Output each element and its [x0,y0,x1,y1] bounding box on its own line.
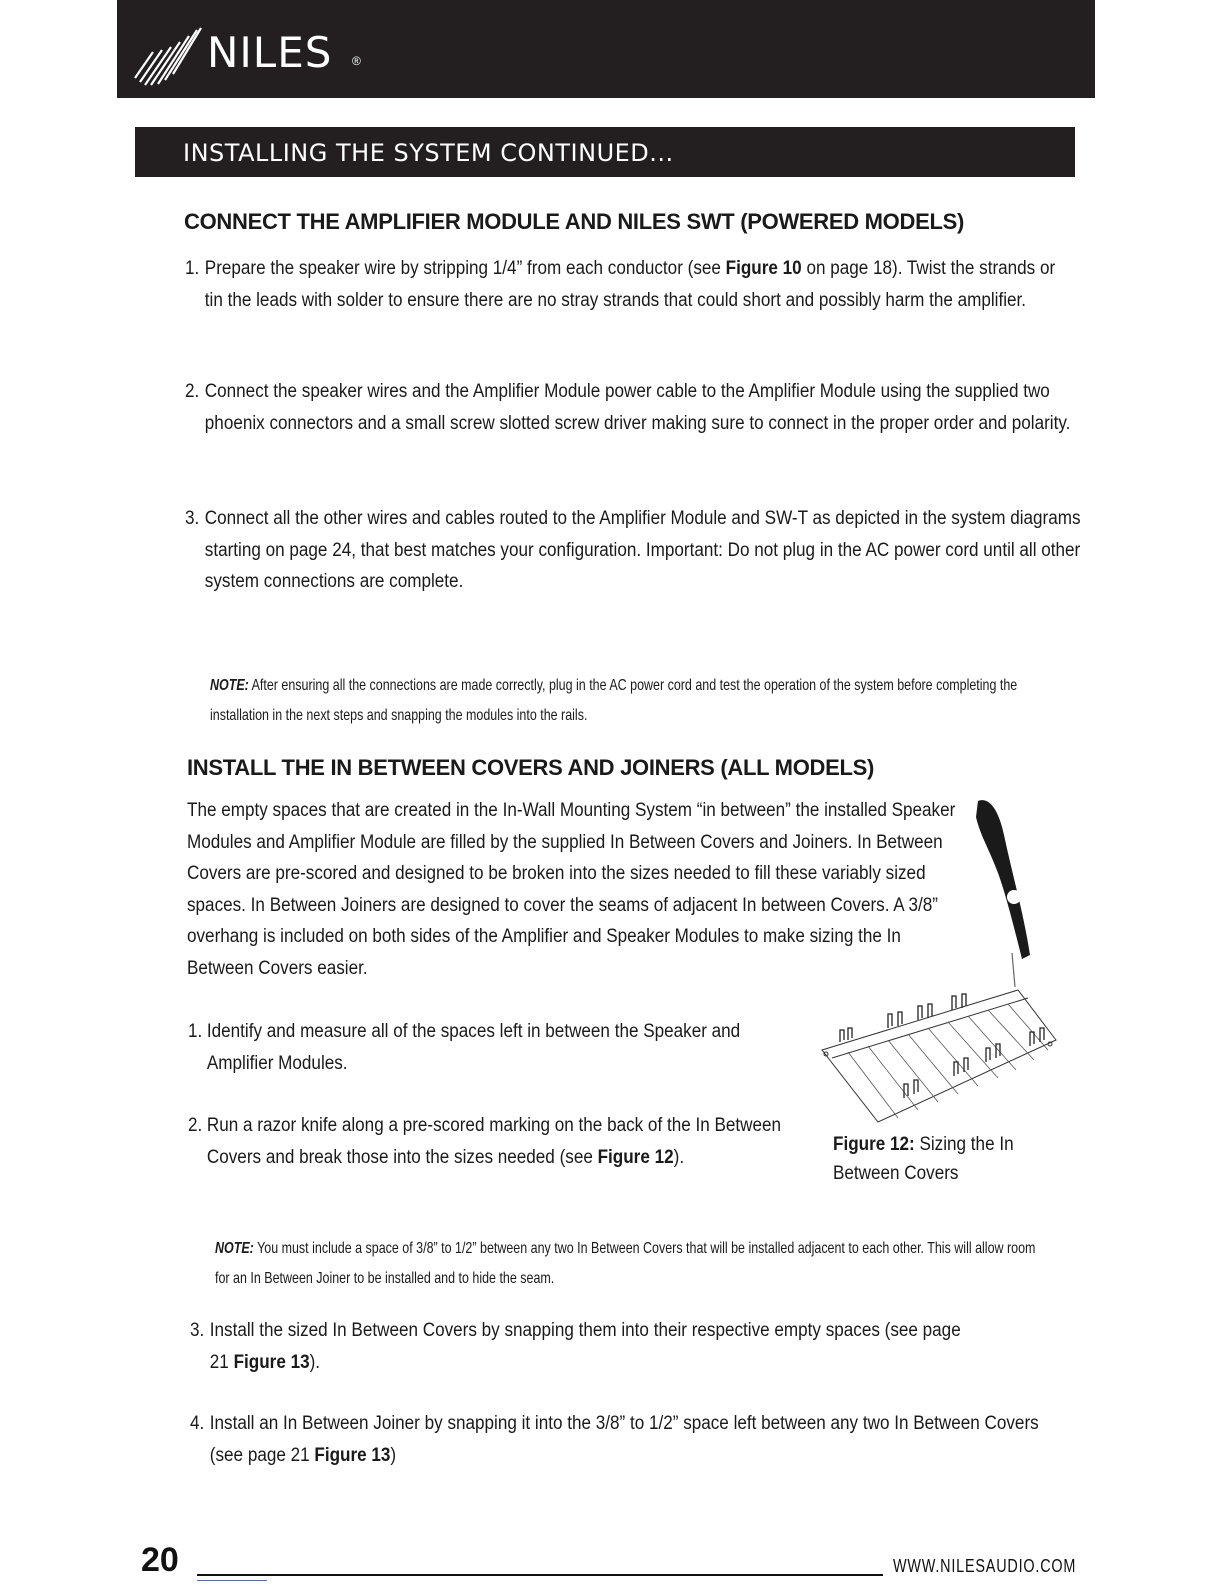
section1-step-1 [185,253,1076,316]
footer-rule [197,1574,883,1576]
step-text: Install the sized In Between Covers by snapping them into their respective empty spaces (see page 21 Figure 13). [209,1320,961,1373]
step-text: Identify and measure all of the spaces left in between the Speaker and Amplifier Modules. [206,1021,741,1074]
section-banner: INSTALLING THE SYSTEM CONTINUED... [135,127,1075,177]
figure-label: Figure 12: [833,1134,915,1155]
logo-text: NILES [207,28,333,77]
step-number: 2. [185,381,200,402]
step-number: 4. [190,1413,205,1434]
section1-step-2 [185,376,1076,439]
step-text: Connect all the other wires and cables routed to the Amplifier Module and SW-T as depicted in the system diagrams starting on page 24, that best matches your configuration. Important: Do not plug in the AC power cord until all other system connections are complete. [204,508,1081,592]
section2-step-2 [188,1110,782,1173]
step-text: Prepare the speaker wire by stripping 1/4” from each conductor (see Figure 10 on page 18). Twist the strands or tin the leads with solder to ensure there are no stray strands that could short and possibly harm the amplifier. [204,258,1056,311]
step-number: 3. [190,1320,205,1341]
registered-mark: ® [352,54,361,68]
section1-heading: CONNECT THE AMPLIFIER MODULE AND NILES SWT (POWERED MODELS) [184,209,964,234]
in-between-covers-figure [818,980,1058,1130]
step-text: Run a razor knife along a pre-scored marking on the back of the In Between Covers and break those into the sizes needed (see Figure 12). [206,1115,782,1168]
section1-note [210,671,1060,731]
note-text: After ensuring all the connections are made correctly, plug in the AC power cord and test the operation of the system before completing the installation in the next steps and snapping the modules into the rails. [210,677,1018,724]
step-number: 1. [185,258,200,279]
section2-heading: INSTALL THE IN BETWEEN COVERS AND JOINERS (ALL MODELS) [187,755,875,780]
section2-step-4 [190,1408,1077,1471]
figure-12-caption [833,1130,1031,1188]
figure-caption-text: Sizing the In Between Covers [833,1134,1014,1184]
step-number: 2. [188,1115,203,1136]
figure-ref: Figure 13 [314,1444,391,1466]
section2-step-1 [188,1016,800,1079]
footer-url-link[interactable]: WWW.NILESAUDIO.COM [893,1556,1077,1576]
figure-ref: Figure 13 [233,1351,310,1373]
footer-rule-accent [197,1580,267,1581]
note-label: NOTE: [215,1240,254,1257]
figure-ref: Figure 12 [597,1146,674,1168]
razor-knife-icon [968,795,1038,990]
section2-note [215,1234,1042,1294]
step-number: 3. [185,508,200,529]
step-text: Connect the speaker wires and the Amplifier Module power cable to the Amplifier Module using the supplied two phoenix connectors and a small screw slotted screw driver making sure to connect in the proper order and polarity. [204,381,1071,434]
figure-ref: Figure 10 [725,258,802,279]
note-text: You must include a space of 3/8” to 1/2” between any two In Between Covers that will be installed adjacent to each other. This will allow room for an In Between Joiner to be installed and to hide the seam. [215,1240,1036,1287]
niles-logo-icon [131,22,203,86]
step-number: 1. [188,1021,203,1042]
section1-step-3 [185,503,1085,598]
section2-intro: The empty spaces that are created in the In-Wall Mounting System “in between” the installed Speaker Modules and Amplifier Module are filled by the supplied In Between Covers and Joiners. In Between Covers are pre-scored and designed to be broken into the sizes needed to fill these variably sized spaces. In Between Joiners are designed to cover the seams of adjacent In between Covers. A 3/8” overhang is included on both sides of the Amplifier and Speaker Modules to make sizing the In Between Covers easier. [187,800,956,979]
section2-step-3 [190,1315,982,1378]
step-text: Install an In Between Joiner by snapping it into the 3/8” to 1/2” space left between any two In Between Covers (see page 21 Figure 13) [209,1413,1039,1466]
page-number: 20 [141,1541,179,1579]
note-label: NOTE: [210,677,249,694]
